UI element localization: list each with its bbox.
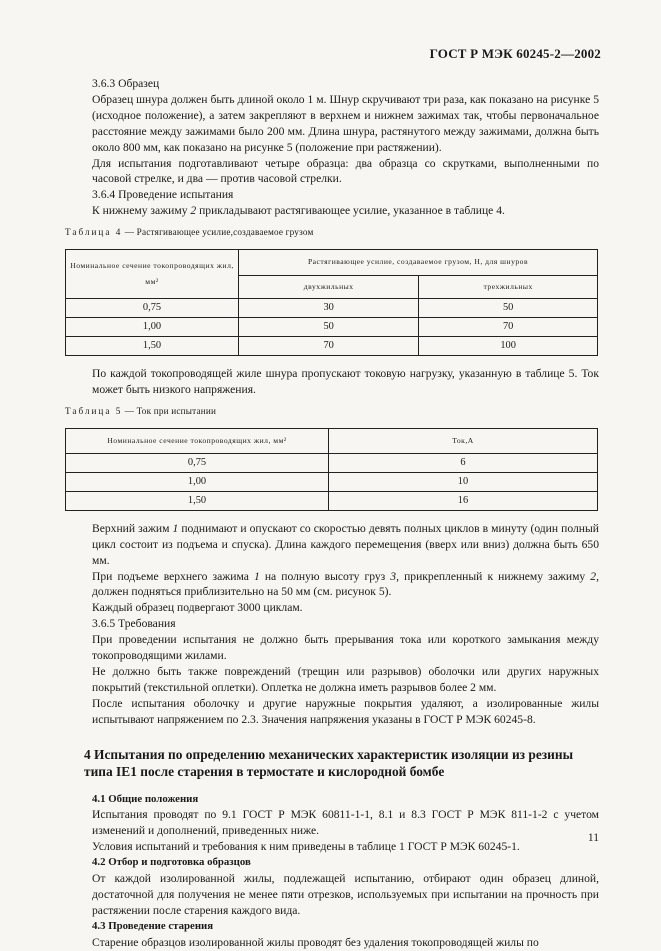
clause-4-3-title: 4.3 Проведение старения bbox=[92, 919, 214, 932]
table-5-caption: Таблица 5 — Ток при испытании bbox=[65, 405, 217, 416]
table-row bbox=[66, 299, 598, 318]
paragraph: Условия испытаний и требования к ним приведены в таблице 1 ГОСТ Р МЭК 60245-1. bbox=[92, 840, 520, 854]
table-4-caption: Таблица 4 — Растягивающее усилие,создаваемое грузом bbox=[65, 227, 314, 238]
table-cell: 1,00 bbox=[66, 318, 239, 337]
section-4-heading: 4 Испытания по определению механических характеристик изоляции из резины типа IE1 после старения в термостате и кислородной бомбе bbox=[84, 746, 574, 779]
table-cell: 50 bbox=[419, 299, 598, 318]
table-header-cell: Номинальное сечение токопроводящих жил, мм² bbox=[66, 428, 329, 453]
table-cell: 100 bbox=[419, 337, 598, 356]
table-cell: 0,75 bbox=[66, 453, 329, 472]
table-cell: 16 bbox=[329, 491, 598, 510]
paragraph: При проведении испытания не должно быть прерывания тока или короткого замыкания между токопроводящими жилами. bbox=[92, 633, 599, 663]
table-cell: 70 bbox=[239, 337, 419, 356]
paragraph: Старение образцов изолированной жилы проводят без удаления токопроводящей жилы по bbox=[92, 935, 539, 949]
paragraph: При подъеме верхнего зажима 1 на полную высоту груз 3, прикрепленный к нижнему зажиму 2, должен подняться приблизительно на 50 мм (см. рисунок 5). bbox=[92, 569, 599, 599]
clause-3-6-3-title: 3.6.3 Образец bbox=[92, 77, 160, 90]
table-row bbox=[66, 491, 598, 510]
table-row bbox=[66, 318, 598, 337]
table-cell: 6 bbox=[329, 453, 598, 472]
clause-4-1-title: 4.1 Общие положения bbox=[92, 792, 199, 805]
table-row bbox=[66, 472, 598, 491]
table-row bbox=[66, 453, 598, 472]
table-cell: 1,50 bbox=[66, 491, 329, 510]
document-body bbox=[65, 76, 599, 951]
table-header-cell: трехжильных bbox=[419, 275, 598, 298]
table-header-cell: Номинальное сечение токопроводящих жил, мм² bbox=[66, 250, 239, 299]
table-header-cell: двухжильных bbox=[239, 275, 419, 298]
table-header-cell: Ток,А bbox=[329, 428, 598, 453]
paragraph: От каждой изолированной жилы, подлежащей испытанию, отбирают один образец длиной, достаточной для получения не менее пяти отрезков, используемых при испытании на прочность при растяжении после старения каждого вида. bbox=[92, 872, 599, 917]
clause-3-6-4-title: 3.6.4 Проведение испытания bbox=[92, 188, 234, 202]
document-header: ГОСТ Р МЭК 60245-2—2002 bbox=[429, 46, 601, 61]
table-cell: 1,50 bbox=[66, 337, 239, 356]
table-header-cell: Растягивающее усилие, создаваемое грузом, Н, для шнуров bbox=[239, 250, 598, 276]
table-cell: 50 bbox=[239, 318, 419, 337]
clause-4-2-title: 4.2 Отбор и подготовка образцов bbox=[92, 856, 251, 869]
paragraph: По каждой токопроводящей жиле шнура пропускают токовую нагрузку, указанную в таблице 5. Ток может быть низкого напряжения. bbox=[92, 367, 599, 396]
table-cell: 30 bbox=[239, 299, 419, 318]
paragraph: Для испытания подготавливают четыре образца: два образца со скрутками, выполненными по часовой стрелке, и два — против часовой стрелки. bbox=[92, 156, 599, 186]
paragraph: К нижнему зажиму 2 прикладывают растягивающее усилие, указанное в таблице 4. bbox=[92, 204, 505, 218]
table-4 bbox=[65, 249, 598, 356]
table-cell: 0,75 bbox=[66, 299, 239, 318]
table-5 bbox=[65, 428, 598, 511]
paragraph: После испытания оболочку и другие наружные покрытия удаляют, а изолированные жилы испытывают напряжением по 2.3. Значения напряжения указаны в ГОСТ Р МЭК 60245-8. bbox=[92, 696, 599, 726]
page-number: 11 bbox=[587, 832, 599, 844]
table-row bbox=[66, 337, 598, 356]
paragraph: Не должно быть также повреждений (трещин или разрывов) оболочки или других наружных покрытий (текстильной оплетки). Оплетка не должна иметь разрывов более 2 мм. bbox=[92, 664, 599, 694]
paragraph: Верхний зажим 1 поднимают и опускают со скоростью девять полных циклов в минуту (один полный цикл состоит из подъема и спуска). Длина каждого перемещения (вверх или вниз) должна быть 650 мм. bbox=[92, 521, 599, 567]
paragraph: Образец шнура должен быть длиной около 1 м. Шнур скручивают три раза, как показано на рисунке 5 (исходное положение), а затем закрепляют в верхнем и нижнем зажимах так, чтобы первоначальное расстояние между зажимами было 200 мм. Длина шнура, растянутого между зажимами, должна быть около 800 мм, как показано на рисунке 5 (положение при растяжении). bbox=[92, 92, 599, 154]
table-cell: 70 bbox=[419, 318, 598, 337]
table-cell: 10 bbox=[329, 472, 598, 491]
paragraph: Испытания проводят по 9.1 ГОСТ Р МЭК 60811-1-1, 8.1 и 8.3 ГОСТ Р МЭК 811-1-2 с учетом изменений и дополнений, приведенных ниже. bbox=[92, 808, 599, 838]
paragraph: Каждый образец подвергают 3000 циклам. bbox=[92, 601, 303, 615]
table-cell: 1,00 bbox=[66, 472, 329, 491]
clause-3-6-5-title: 3.6.5 Требования bbox=[92, 617, 176, 631]
